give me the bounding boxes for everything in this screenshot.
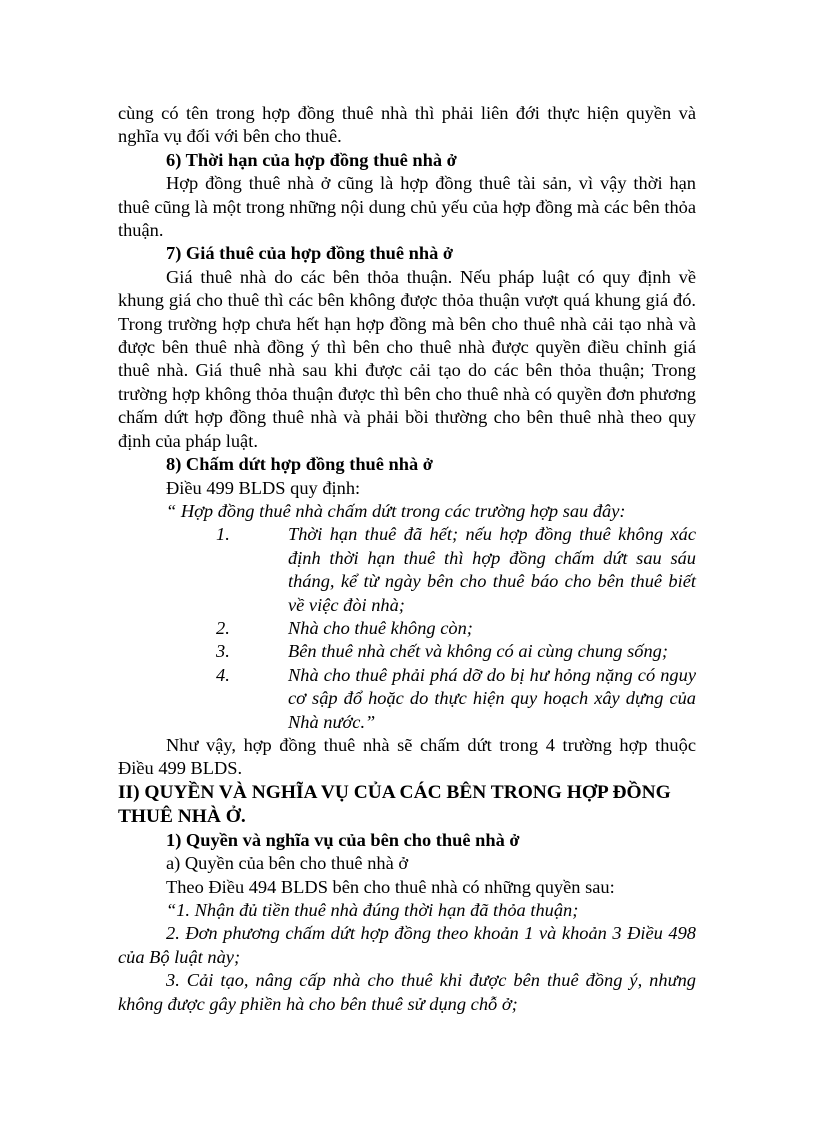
list-number: 3.: [216, 641, 230, 662]
list-number: 4.: [216, 664, 230, 685]
list-number: 2.: [216, 617, 230, 638]
paragraph-article-499: Điều 499 BLDS quy định:: [166, 477, 361, 498]
paragraph-term-of-lease: Hợp đồng thuê nhà ở cũng là hợp đồng thuê tài sản, vì vậy thời hạn thuê cũng là một trong những nội dung chủ yếu của hợp đồng mà các bên thỏa thuận.: [118, 173, 696, 241]
list-text: Thời hạn thuê đã hết; nếu hợp đồng thuê không xác định thời hạn thuê thì hợp đồng chấm dứt sau sáu tháng, kể từ ngày bên cho thuê báo cho bên thuê biết về việc đòi nhà;: [288, 524, 696, 615]
termination-list: [118, 523, 696, 734]
subheading-lessor-rights: a) Quyền của bên cho thuê nhà ở: [166, 853, 409, 874]
document-page: [118, 102, 696, 1016]
list-text: Nhà cho thuê không còn;: [288, 617, 473, 638]
list-item: [118, 523, 696, 617]
heading-termination: 8) Chấm dứt hợp đồng thuê nhà ở: [166, 454, 433, 475]
quote-intro: “ Hợp đồng thuê nhà chấm dứt trong các trường hợp sau đây:: [166, 500, 626, 521]
list-number: 1.: [216, 524, 230, 545]
paragraph-rent-price: Giá thuê nhà do các bên thỏa thuận. Nếu pháp luật có quy định về khung giá cho thuê thì các bên không được thỏa thuận vượt quá khung giá đó. Trong trường hợp chưa hết hạn hợp đồng mà bên cho thuê nhà cải tạo nhà và được bên thuê nhà đồng ý thì bên cho thuê nhà được quyền điều chỉnh giá thuê nhà. Giá thuê nhà sau khi được cải tạo do các bên thỏa thuận; Trong trường hợp không thỏa thuận được thì bên cho thuê nhà có quyền đơn phương chấm dứt hợp đồng thuê nhà và phải bồi thường cho bên thuê nhà theo quy định của pháp luật.: [118, 266, 696, 451]
heading-rent-price: 7) Giá thuê của hợp đồng thuê nhà ở: [166, 243, 454, 264]
quote-item-1: “1. Nhận đủ tiền thuê nhà đúng thời hạn đã thỏa thuận;: [166, 900, 579, 920]
heading-lessor-rights-duties: 1) Quyền và nghĩa vụ của bên cho thuê nhà ở: [166, 829, 520, 850]
list-item: [118, 664, 696, 734]
list-item: [118, 640, 696, 663]
paragraph-summary: Như vậy, hợp đồng thuê nhà sẽ chấm dứt trong 4 trường hợp thuộc Điều 499 BLDS.: [118, 734, 696, 779]
quote-item-3: 3. Cải tạo, nâng cấp nhà cho thuê khi được bên thuê đồng ý, nhưng không được gây phiền hà cho bên thuê sử dụng chỗ ở;: [118, 970, 696, 1014]
paragraph-article-494: Theo Điều 494 BLDS bên cho thuê nhà có những quyền sau:: [166, 876, 615, 897]
list-item: [118, 617, 696, 640]
list-text: Nhà cho thuê phải phá dỡ do bị hư hỏng nặng có nguy cơ sập đổ hoặc do thực hiện quy hoạch xây dựng của Nhà nước.”: [288, 664, 696, 732]
list-text: Bên thuê nhà chết và không có ai cùng chung sống;: [288, 641, 668, 662]
section-heading-ii: II) QUYỀN VÀ NGHĨA VỤ CỦA CÁC BÊN TRONG HỢP ĐỒNG THUÊ NHÀ Ở.: [118, 781, 671, 827]
heading-term-of-lease: 6) Thời hạn của hợp đồng thuê nhà ở: [166, 149, 457, 170]
paragraph-continuation: cùng có tên trong hợp đồng thuê nhà thì phải liên đới thực hiện quyền và nghĩa vụ đối với bên cho thuê.: [118, 103, 696, 147]
quote-item-2: 2. Đơn phương chấm dứt hợp đồng theo khoản 1 và khoản 3 Điều 498 của Bộ luật này;: [118, 923, 696, 967]
